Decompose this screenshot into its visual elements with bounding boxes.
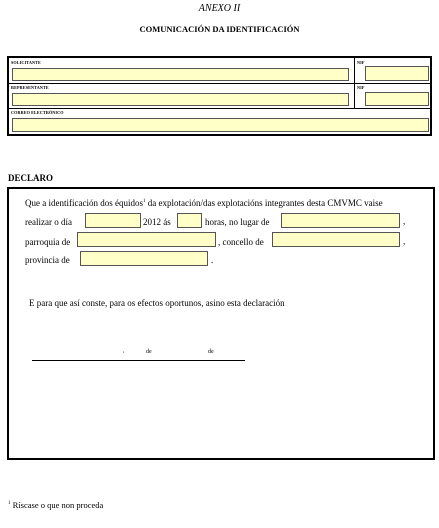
representante-nif-label: NIF [357,85,365,90]
parroquia-field[interactable] [77,232,216,247]
footnote: $^1$ Ríscase o que non proceda [8,500,104,510]
concello-label: , concello de [218,237,264,247]
provincia-field[interactable] [80,251,208,266]
solicitante-field[interactable] [12,68,349,81]
provincia-label: provincia de [25,255,70,265]
comma: , [403,236,406,246]
correo-label: CORREO ELECTRÓNICO [11,110,64,115]
place-field[interactable] [281,213,400,228]
representante-label: REPRESENTANTE [11,85,49,90]
concello-field[interactable] [272,232,400,247]
hours-field[interactable] [177,213,202,228]
document-title: COMUNICACIÓN DA IDENTIFICACIÓN [139,24,300,34]
closing-statement: E para que así conste, para os efectos oportunos, asino esta declaración [29,298,285,308]
declaro-heading: DECLARO [8,173,54,183]
identification-box [7,56,432,136]
solicitante-label: SOLICITANTE [11,60,41,65]
signature-de: de [208,349,214,355]
hours-label: horas, no lugar de [205,217,270,227]
solicitante-nif-field[interactable] [365,66,429,81]
signature-line [32,360,245,361]
representante-nif-field[interactable] [365,92,429,106]
signature-de: de [146,349,152,355]
realizar-label: realizar o día [25,217,72,227]
row-divider [9,108,430,109]
signature-comma: , [123,348,125,354]
period: . [211,255,214,265]
correo-field[interactable] [12,118,429,132]
solicitante-nif-label: NIF [357,60,365,65]
declaration-box [7,187,435,460]
annex-label: ANEXO II [198,3,241,14]
day-field[interactable] [85,213,141,228]
row-divider [9,83,430,84]
footnote-mark: 1 [142,199,146,204]
representante-field[interactable] [12,93,349,106]
declaration-line1: Que a identificación dos équidos$^1$ da explotación/das explotacións integrantes desta CMVMC vaise [25,198,383,208]
year-label: 2012 ás [143,217,171,227]
comma: , [403,216,406,226]
parroquia-label: parroquia de [25,237,71,247]
